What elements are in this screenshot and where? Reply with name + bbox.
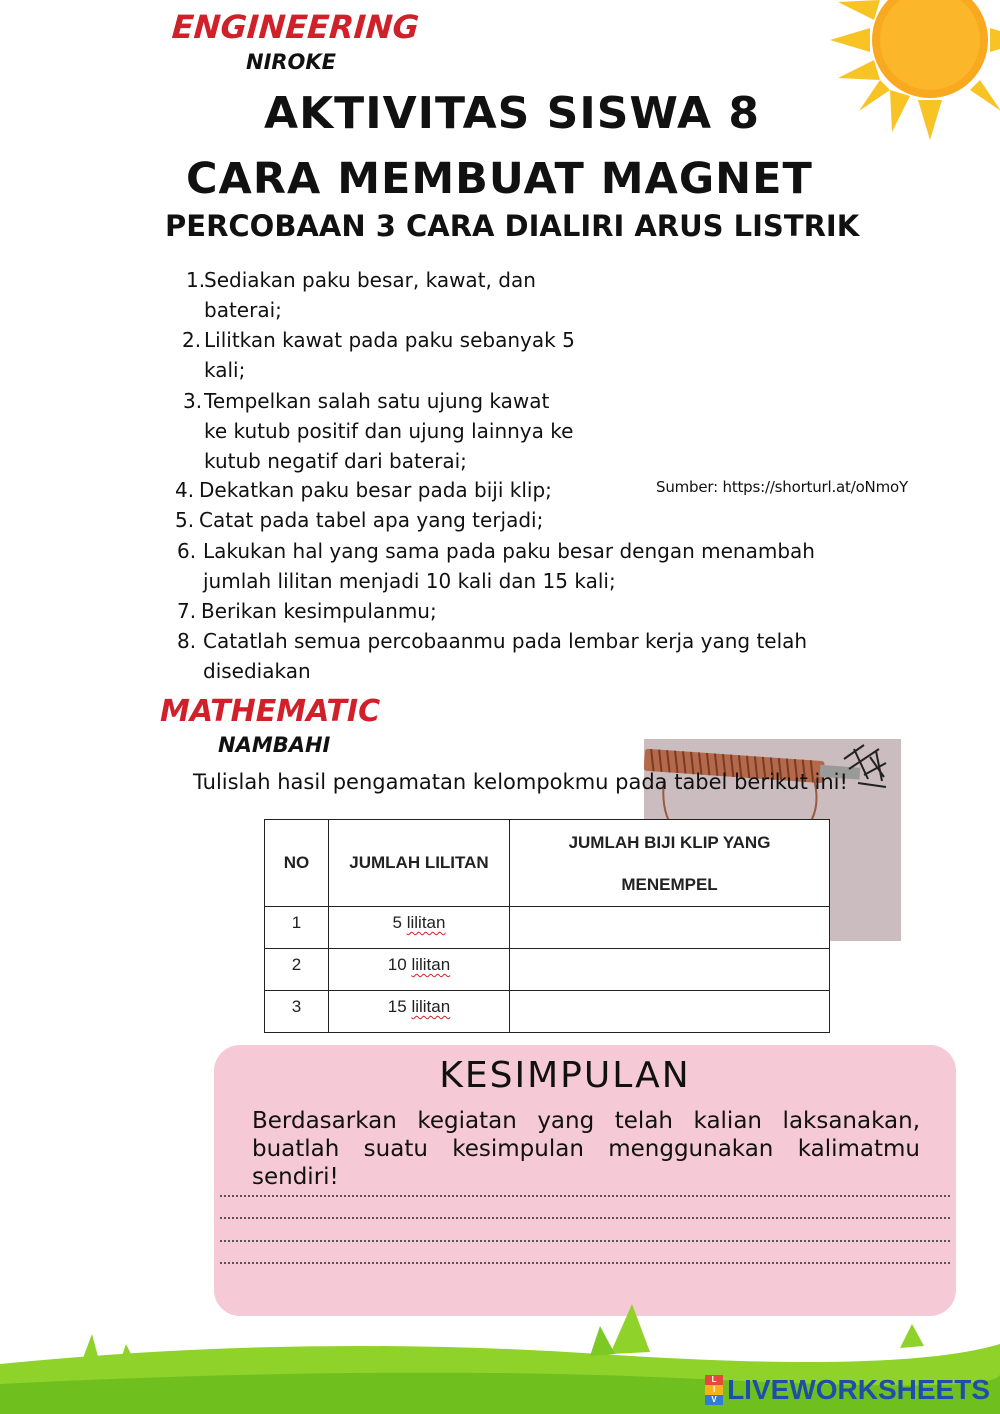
list-item (186, 265, 646, 325)
row-lilitan: 15 lilitan (329, 991, 510, 1033)
list-item (183, 386, 643, 476)
steps-list (177, 536, 957, 686)
table-header-row (265, 820, 830, 907)
row-result-cell[interactable] (510, 907, 830, 949)
row-result-cell[interactable] (510, 949, 830, 991)
results-table (264, 819, 830, 1033)
step-text: Berikan kesimpulanmu; (201, 599, 437, 623)
conclusion-box (214, 1045, 956, 1316)
table-instruction: Tulislah hasil pengamatan kelompokmu pada tabel berikut ini! (193, 770, 848, 794)
mathematic-subheading: NAMBAHI (218, 733, 331, 757)
table-row (265, 949, 830, 991)
step-text: Sediakan paku besar, kawat, dan baterai; (204, 268, 536, 322)
source-citation: Sumber: https://shorturl.at/oNmoY (656, 478, 908, 496)
step-number: 3. (183, 389, 203, 413)
step-text: Catat pada tabel apa yang terjadi; (199, 508, 544, 532)
liveworksheets-text: LIVEWORKSHEETS (727, 1374, 990, 1405)
step-number: 6. (177, 539, 197, 563)
list-item (175, 505, 875, 535)
list-item (177, 596, 957, 626)
answer-line[interactable] (220, 1217, 950, 1219)
answer-line[interactable] (220, 1195, 950, 1197)
liveworksheets-icon: L I V (705, 1375, 723, 1405)
engineering-heading: ENGINEERING (170, 8, 421, 46)
step-number: 7. (177, 599, 197, 623)
mathematic-heading: MATHEMATIC (160, 694, 381, 729)
list-item (182, 325, 642, 385)
table-row (265, 907, 830, 949)
row-lilitan: 10 lilitan (329, 949, 510, 991)
answer-line[interactable] (220, 1240, 950, 1242)
table-row (265, 991, 830, 1033)
row-number: 2 (265, 949, 329, 991)
conclusion-prompt: Berdasarkan kegiatan yang telah kalian laksanakan, buatlah suatu kesimpulan menggunakan kalimatmu sendiri! (252, 1108, 920, 1190)
row-result-cell[interactable] (510, 991, 830, 1033)
answer-line[interactable] (220, 1262, 950, 1264)
list-item (177, 626, 957, 686)
steps-list (186, 265, 646, 325)
page-title: AKTIVITAS SISWA 8 (264, 88, 760, 139)
page-subtitle: CARA MEMBUAT MAGNET (186, 154, 813, 204)
header-no: NO (265, 820, 329, 907)
step-number: 1. (186, 268, 206, 292)
step-text: Catatlah semua percobaanmu pada lembar kerja yang telah disediakan (203, 629, 808, 683)
row-lilitan: 5 lilitan (329, 907, 510, 949)
step-number: 5. (175, 508, 195, 532)
step-number: 2. (182, 328, 202, 352)
list-item (177, 536, 957, 596)
row-number: 1 (265, 907, 329, 949)
step-text: Lilitkan kawat pada paku sebanyak 5 kali; (204, 328, 575, 382)
row-number: 3 (265, 991, 329, 1033)
engineering-subheading: NIROKE (246, 50, 337, 74)
header-jumlah-klip: JUMLAH BIJI KLIP YANG MENEMPEL (510, 820, 830, 907)
step-number: 4. (175, 478, 195, 502)
step-number: 8. (177, 629, 197, 653)
steps-list (182, 325, 642, 385)
conclusion-title: KESIMPULAN (439, 1055, 691, 1096)
liveworksheets-logo (705, 1374, 990, 1406)
header-jumlah-lilitan: JUMLAH LILITAN (329, 820, 510, 907)
step-text: Tempelkan salah satu ujung kawat ke kutub positif dan ujung lainnya ke kutub negatif dari baterai; (204, 389, 574, 473)
step-text: Lakukan hal yang sama pada paku besar dengan menambah jumlah lilitan menjadi 10 kali dan 15 kali; (203, 539, 815, 593)
experiment-title: PERCOBAAN 3 CARA DIALIRI ARUS LISTRIK (165, 209, 860, 243)
step-text: Dekatkan paku besar pada biji klip; (199, 478, 552, 502)
steps-list (183, 386, 643, 476)
